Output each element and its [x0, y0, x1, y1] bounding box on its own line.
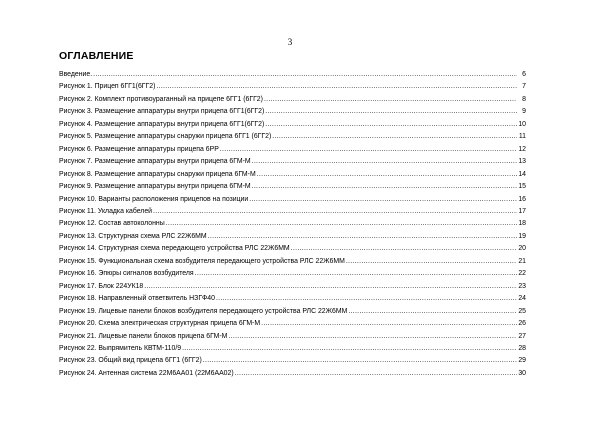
- toc-dot-leader: [228, 331, 517, 343]
- toc-entry-title: Рисунок 16. Эпюры сигналов возбудителя: [59, 270, 194, 278]
- toc-dot-leader: [346, 256, 517, 268]
- toc-dot-leader: [153, 206, 517, 218]
- toc-entry[interactable]: [59, 355, 526, 367]
- toc-dot-leader: [156, 81, 517, 93]
- toc-dot-leader: [252, 156, 517, 168]
- toc-dot-leader: [261, 318, 517, 330]
- toc-entry[interactable]: [59, 131, 526, 143]
- toc-dot-leader: [144, 281, 517, 293]
- toc-entry[interactable]: [59, 156, 526, 168]
- toc-entry-title: Рисунок 4. Размещение аппаратуры внутри прицепа 6ГГ1(6ГГ2): [59, 120, 265, 128]
- toc-dot-leader: [291, 243, 517, 255]
- toc-dot-leader: [265, 119, 517, 131]
- toc-entry-page-number: 22: [518, 270, 526, 278]
- toc-entry-page-number: 15: [518, 183, 526, 191]
- toc-entry-page-number: 11: [518, 133, 526, 141]
- toc-entry-title: Рисунок 3. Размещение аппаратуры внутри прицепа 6ГГ1(6ГГ2): [59, 108, 265, 116]
- toc-entry-title: Рисунок 9. Размещение аппаратуры внутри прицепа 6ГМ-М: [59, 183, 251, 191]
- toc-entry-title: Рисунок 1. Прицеп 6ГГ1(6ГГ2): [59, 83, 156, 91]
- toc-entry[interactable]: [59, 69, 526, 81]
- toc-entry[interactable]: [59, 318, 526, 330]
- toc-entry-page-number: 13: [518, 158, 526, 166]
- toc-entry-page-number: 23: [518, 282, 526, 290]
- toc-entry-title: Рисунок 10. Варианты расположения прицепов на позиции: [59, 195, 249, 203]
- toc-entry[interactable]: [59, 144, 526, 156]
- toc-entry-page-number: 29: [518, 357, 526, 365]
- toc-entry[interactable]: [59, 368, 526, 380]
- toc-entry[interactable]: [59, 281, 526, 293]
- toc-entry[interactable]: [59, 231, 526, 243]
- toc-entry[interactable]: [59, 169, 526, 181]
- toc-entry-page-number: 16: [518, 195, 526, 203]
- toc-list: [59, 69, 526, 380]
- toc-dot-leader: [216, 293, 517, 305]
- toc-entry-title: Рисунок 19. Лицевые панели блоков возбудителя передающего устройства РЛС 22Ж6ММ: [59, 307, 348, 315]
- toc-entry-page-number: 9: [522, 108, 526, 116]
- toc-entry[interactable]: [59, 268, 526, 280]
- toc-dot-leader: [235, 368, 517, 380]
- toc-entry-title: Рисунок 12. Состав автоколонны: [59, 220, 165, 228]
- toc-entry-title: Рисунок 24. Антенная система 22М6АА01 (22М6АА02): [59, 369, 234, 377]
- toc-entry-title: Рисунок 14. Структурная схема передающего устройства РЛС 22Ж6ММ: [59, 245, 290, 253]
- toc-dot-leader: [257, 169, 517, 181]
- toc-entry-title: Рисунок 8. Размещение аппаратуры снаружи прицепа 6ГМ-М: [59, 170, 256, 178]
- toc-dot-leader: [264, 94, 517, 106]
- toc-dot-leader: [208, 231, 517, 243]
- toc-heading: ОГЛАВЛЕНИЕ: [59, 50, 134, 62]
- toc-entry[interactable]: [59, 331, 526, 343]
- toc-dot-leader: [203, 355, 517, 367]
- toc-entry-page-number: 10: [518, 120, 526, 128]
- toc-entry[interactable]: [59, 106, 526, 118]
- toc-entry-page-number: 25: [518, 307, 526, 315]
- toc-entry[interactable]: [59, 293, 526, 305]
- toc-entry-page-number: 19: [518, 232, 526, 240]
- toc-entry-page-number: 20: [518, 245, 526, 253]
- toc-entry-page-number: 18: [518, 220, 526, 228]
- page-number: 3: [287, 37, 293, 47]
- toc-entry-page-number: 8: [522, 95, 526, 103]
- toc-entry[interactable]: [59, 181, 526, 193]
- toc-dot-leader: [93, 69, 517, 81]
- toc-entry-page-number: 14: [518, 170, 526, 178]
- toc-entry-page-number: 6: [522, 71, 526, 78]
- toc-entry-title: Рисунок 22. Выпрямитель КВТМ-110/9: [59, 344, 182, 352]
- toc-entry[interactable]: [59, 218, 526, 230]
- toc-entry-title: Рисунок 17. Блок 224УК18: [59, 282, 144, 290]
- toc-entry-title: Рисунок 11. Укладка кабелей: [59, 207, 153, 215]
- toc-entry-title: Рисунок 23. Общий вид прицепа 6ГГ1 (6ГГ2): [59, 357, 202, 365]
- toc-entry-page-number: 30: [518, 369, 526, 377]
- toc-entry[interactable]: [59, 194, 526, 206]
- toc-entry[interactable]: [59, 81, 526, 93]
- toc-entry[interactable]: [59, 94, 526, 106]
- toc-dot-leader: [220, 144, 517, 156]
- toc-entry[interactable]: [59, 256, 526, 268]
- toc-dot-leader: [252, 181, 517, 193]
- toc-entry-page-number: 28: [518, 344, 526, 352]
- toc-entry-page-number: 12: [518, 145, 526, 153]
- toc-entry-page-number: 27: [518, 332, 526, 340]
- toc-entry[interactable]: [59, 206, 526, 218]
- toc-entry-page-number: 17: [518, 207, 526, 215]
- toc-dot-leader: [272, 131, 517, 143]
- toc-entry-title: Рисунок 2. Комплект противоураганный на прицепе 6ГГ1 (6ГГ2): [59, 95, 263, 103]
- toc-dot-leader: [166, 218, 517, 230]
- toc-dot-leader: [265, 106, 517, 118]
- toc-entry-title: Рисунок 18. Направленный ответвитель НЗГФ40: [59, 295, 215, 303]
- toc-entry[interactable]: [59, 243, 526, 255]
- toc-entry-page-number: 26: [518, 320, 526, 328]
- toc-entry-title: Рисунок 5. Размещение аппаратуры снаружи прицепа 6ГГ1 (6ГГ2): [59, 133, 272, 141]
- toc-entry[interactable]: [59, 119, 526, 131]
- toc-dot-leader: [195, 268, 517, 280]
- toc-entry-title: Рисунок 21. Лицевые панели блоков прицепа 6ГМ-М: [59, 332, 228, 340]
- toc-dot-leader: [249, 194, 517, 206]
- toc-entry[interactable]: [59, 306, 526, 318]
- toc-entry-title: Рисунок 13. Структурная схема РЛС 22Ж6ММ: [59, 232, 207, 240]
- toc-entry-title: Рисунок 7. Размещение аппаратуры внутри прицепа 6ГМ-М: [59, 158, 251, 166]
- toc-entry[interactable]: [59, 343, 526, 355]
- toc-dot-leader: [182, 343, 517, 355]
- toc-entry-title: Рисунок 20. Схема электрическая структурная прицепа 6ГМ-М: [59, 320, 261, 328]
- toc-entry-page-number: 7: [522, 83, 526, 91]
- toc-entry-page-number: 21: [518, 257, 526, 265]
- toc-entry-title: Рисунок 15. Функциональная схема возбудителя передающего устройства РЛС 22Ж6ММ: [59, 257, 345, 265]
- toc-dot-leader: [348, 306, 517, 318]
- toc-entry-page-number: 24: [518, 295, 526, 303]
- toc-entry-title: Рисунок 6. Размещение аппаратуры прицепа 6РР: [59, 145, 219, 153]
- toc-entry-title: Введение.: [59, 71, 93, 78]
